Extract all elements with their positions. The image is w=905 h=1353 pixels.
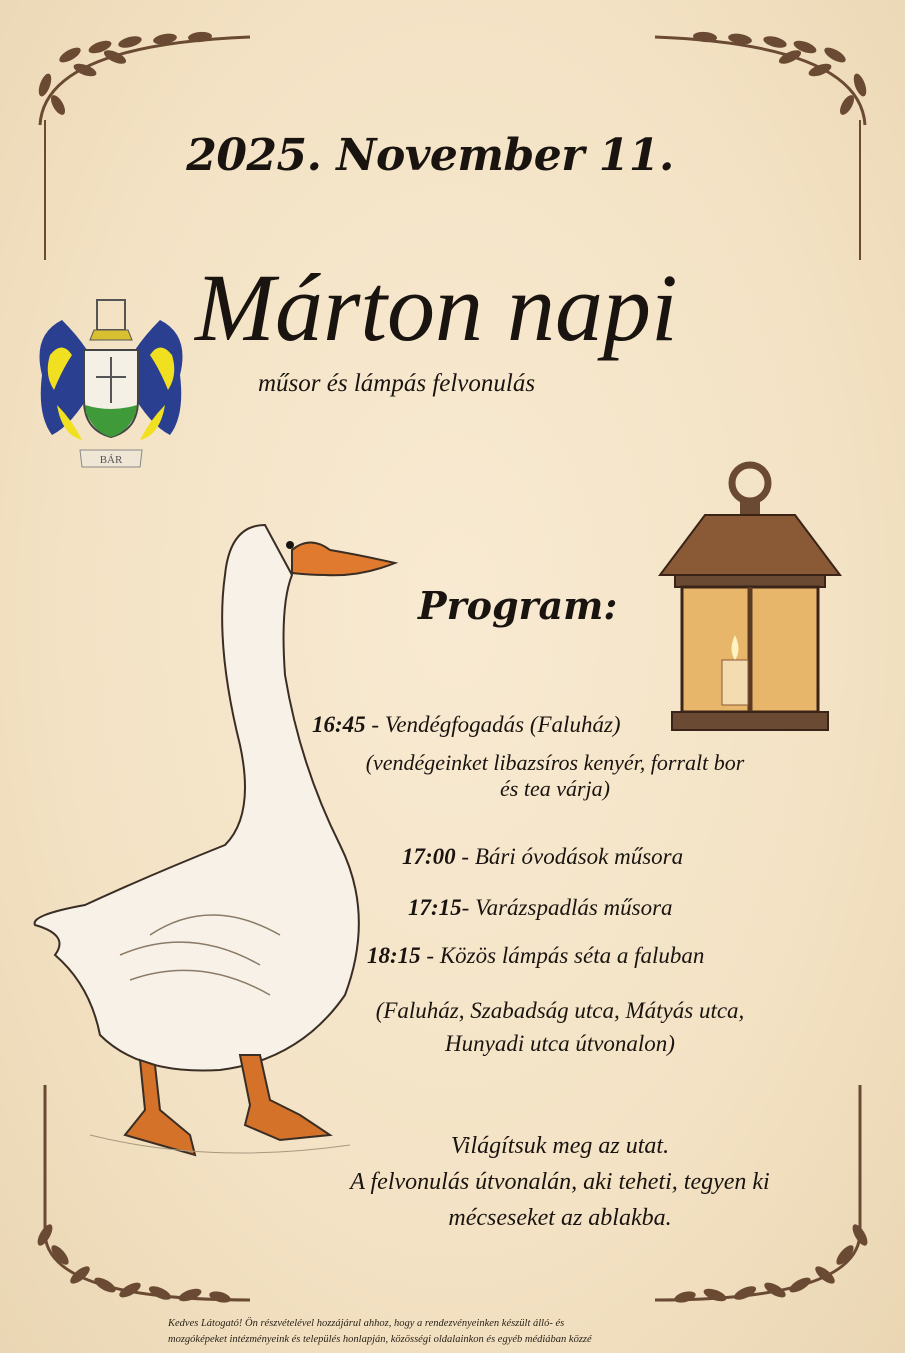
event-title: Márton napi	[195, 254, 678, 361]
program-note	[340, 750, 770, 802]
program-separator: -	[420, 943, 440, 968]
lantern-illustration-icon	[650, 455, 850, 745]
closing-line: A felvonulás útvonalán, aki teheti, tegyen ki	[350, 1169, 770, 1195]
closing-line: mécseseket az ablakba.	[448, 1205, 672, 1231]
goose-illustration-icon	[30, 515, 400, 1175]
closing-line: Világítsuk meg az utat.	[450, 1133, 670, 1159]
program-text: Közös lámpás séta a faluban	[439, 943, 705, 968]
program-separator: -	[365, 712, 385, 737]
route-line: (Faluház, Szabadság utca, Mátyás utca,	[375, 998, 745, 1023]
program-text: Vendégfogadás (Faluház)	[384, 712, 621, 737]
disclaimer-line: mozgóképeket intézményeink és település honlapján, közösségi oldalainkon és egyéb médiában közzé	[168, 1334, 592, 1346]
disclaimer-line: Kedves Látogató! Ön részvételével hozzájárul ahhoz, hogy a rendezvényeinken készült álló- és	[168, 1318, 565, 1329]
program-text: Bári óvodások műsora	[474, 844, 684, 869]
event-date: 2025. November 11.	[186, 130, 674, 181]
event-subtitle: műsor és lámpás felvonulás	[258, 370, 536, 397]
crest-label: BÁR	[99, 454, 123, 466]
photo-consent-disclaimer	[168, 1316, 748, 1349]
program-item	[402, 844, 683, 870]
program-note-line: (vendégeinket libazsíros kenyér, forralt bor	[365, 750, 745, 775]
village-coat-of-arms-icon	[32, 295, 190, 480]
corner-vine-top-left	[30, 25, 260, 135]
program-time: 18:15	[367, 943, 421, 968]
program-item	[408, 895, 673, 921]
corner-vine-top-right	[645, 25, 875, 135]
program-time: 16:45	[312, 712, 366, 737]
program-time: 17:00	[402, 844, 456, 869]
route-line: Hunyadi utca útvonalon)	[445, 1031, 675, 1057]
closing-message	[300, 1128, 820, 1236]
program-heading: Program:	[418, 583, 618, 628]
program-time: 17:15	[408, 895, 462, 920]
program-note-line: és tea várja)	[500, 776, 610, 801]
program-text: Varázspadlás műsora	[475, 895, 673, 920]
program-item	[312, 712, 621, 738]
route-note	[330, 994, 790, 1061]
program-item	[367, 943, 704, 969]
program-separator: -	[455, 844, 475, 869]
program-separator: -	[461, 895, 476, 920]
